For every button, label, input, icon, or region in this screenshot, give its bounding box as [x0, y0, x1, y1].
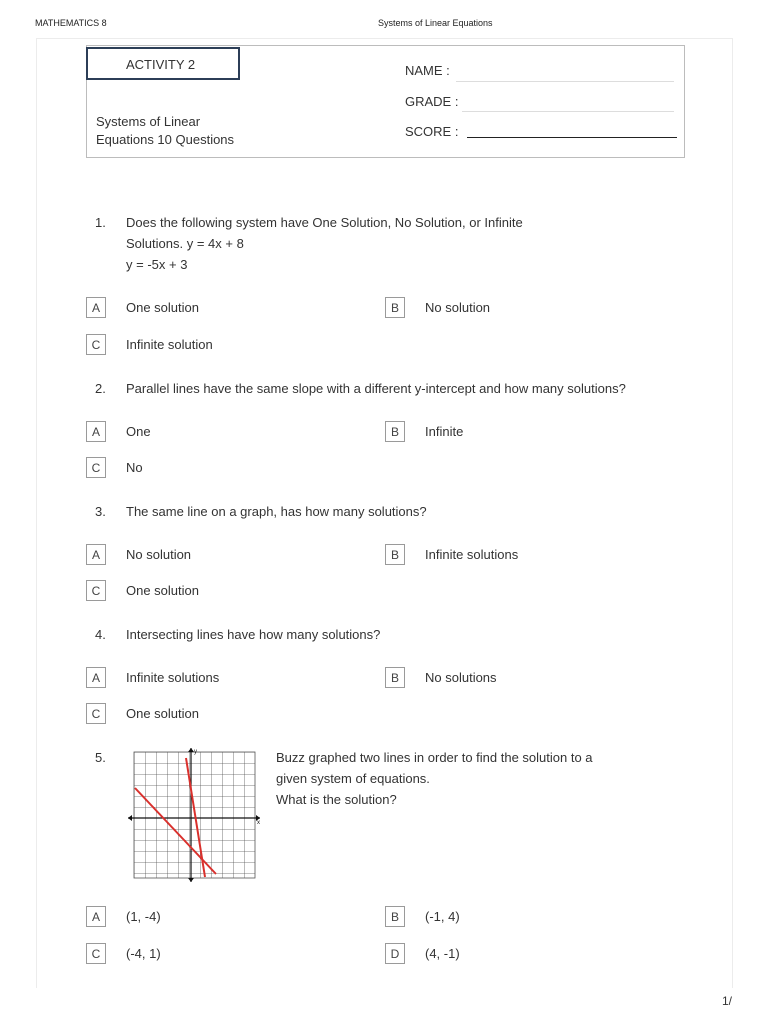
name-field[interactable] — [456, 81, 674, 82]
option-text: (-4, 1) — [126, 946, 161, 961]
question-line: What is the solution? — [276, 792, 397, 807]
question-line: Solutions. y = 4x + 8 — [126, 236, 244, 251]
option-c[interactable] — [86, 703, 199, 724]
question-text — [276, 747, 593, 810]
option-d[interactable] — [385, 943, 460, 964]
option-letter: B — [385, 297, 405, 318]
option-text: No solution — [425, 300, 491, 315]
option-text: One — [126, 424, 151, 439]
option-c[interactable] — [86, 580, 199, 601]
option-a[interactable] — [86, 297, 199, 318]
question-number: 2. — [95, 381, 106, 396]
option-text: (-1, 4) — [425, 909, 460, 924]
question-text — [126, 624, 380, 645]
option-c[interactable] — [86, 457, 143, 478]
y-axis-label: y — [194, 749, 197, 755]
question-number: 5. — [95, 750, 106, 765]
option-letter: C — [86, 457, 106, 478]
option-c[interactable] — [86, 334, 213, 355]
option-a[interactable] — [86, 421, 151, 442]
worksheet-title-line1: Systems of Linear — [96, 114, 201, 129]
question-line: y = -5x + 3 — [126, 257, 188, 272]
option-letter: C — [86, 703, 106, 724]
option-letter: A — [86, 421, 106, 442]
coordinate-graph — [126, 746, 262, 884]
option-letter: C — [86, 580, 106, 601]
option-text: Infinite solution — [126, 337, 213, 352]
option-letter: A — [86, 667, 106, 688]
option-c[interactable] — [86, 943, 161, 964]
option-letter: B — [385, 544, 405, 565]
question-line: The same line on a graph, has how many solutions? — [126, 504, 427, 519]
option-b[interactable] — [385, 421, 463, 442]
option-letter: B — [385, 667, 405, 688]
score-label: SCORE : — [405, 124, 459, 139]
option-a[interactable] — [86, 906, 161, 927]
question-text — [126, 212, 523, 275]
question-number: 4. — [95, 627, 106, 642]
option-letter: B — [385, 906, 405, 927]
option-text: No solution — [126, 547, 192, 562]
option-b[interactable] — [385, 906, 460, 927]
option-text: Infinite — [425, 424, 464, 439]
worksheet-title-line2: Equations 10 Questions — [96, 132, 235, 147]
subject-label: MATHEMATICS 8 — [35, 18, 107, 28]
option-letter: A — [86, 544, 106, 565]
x-axis-label: x — [257, 820, 260, 826]
topic-label: Systems of Linear Equations — [378, 18, 493, 28]
option-text: One solution — [126, 706, 199, 721]
question-number: 1. — [95, 215, 106, 230]
option-text: No solutions — [425, 670, 497, 685]
worksheet-title — [96, 113, 286, 149]
option-text: Infinite solutions — [126, 670, 220, 685]
grade-field[interactable] — [462, 111, 674, 112]
question-line: Buzz graphed two lines in order to find the solution to a — [276, 750, 593, 765]
option-b[interactable] — [385, 297, 490, 318]
option-letter: B — [385, 421, 405, 442]
option-text: One solution — [126, 300, 199, 315]
option-letter: D — [385, 943, 405, 964]
option-letter: A — [86, 906, 106, 927]
name-label: NAME : — [405, 63, 450, 78]
option-letter: C — [86, 943, 106, 964]
option-text: (4, -1) — [425, 946, 460, 961]
question-text — [126, 378, 626, 399]
question-text — [126, 501, 427, 522]
question-line: Does the following system have One Solution, No Solution, or Infinite — [126, 215, 523, 230]
question-line: given system of equations. — [276, 771, 430, 786]
option-b[interactable] — [385, 544, 518, 565]
option-a[interactable] — [86, 544, 191, 565]
page-number: 1/ — [722, 994, 733, 1008]
option-letter: C — [86, 334, 106, 355]
option-a[interactable] — [86, 667, 219, 688]
option-text: No — [126, 460, 143, 475]
question-line: Intersecting lines have how many solutions? — [126, 627, 381, 642]
option-letter: A — [86, 297, 106, 318]
activity-badge: ACTIVITY 2 — [86, 47, 240, 80]
option-text: Infinite solutions — [425, 547, 519, 562]
score-field[interactable] — [467, 137, 677, 138]
question-line: Parallel lines have the same slope with a different y-intercept and how many solutions? — [126, 381, 626, 396]
option-b[interactable] — [385, 667, 497, 688]
question-number: 3. — [95, 504, 106, 519]
option-text: (1, -4) — [126, 909, 161, 924]
grade-label: GRADE : — [405, 94, 459, 109]
option-text: One solution — [126, 583, 199, 598]
